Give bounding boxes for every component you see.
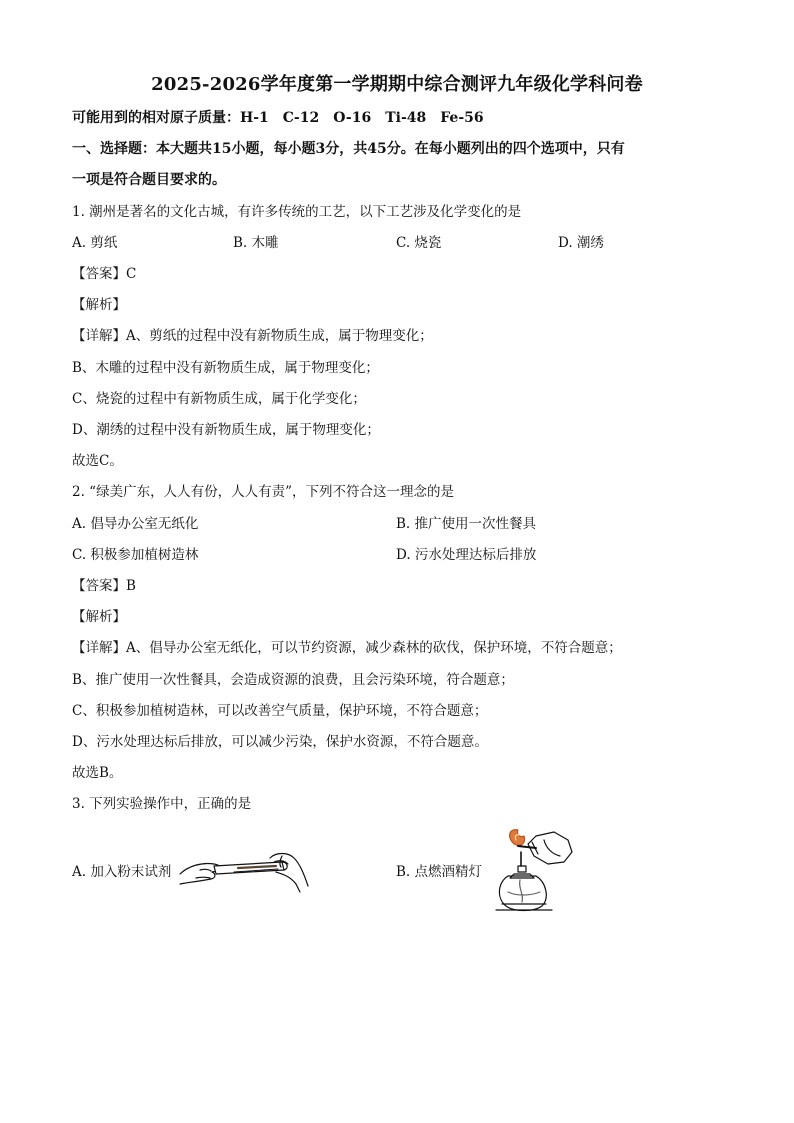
q1-stem: 1. 潮州是著名的文化古城，有许多传统的工艺，以下工艺涉及化学变化的是 xyxy=(72,204,522,220)
q2-detail-4: D、污水处理达标后排放，可以减少污染，保护水资源，不符合题意。 xyxy=(72,734,488,750)
q1-detail-1: 【详解】A、剪纸的过程中没有新物质生成，属于物理变化； xyxy=(72,328,433,344)
q1-option-c: C. 烧瓷 xyxy=(396,235,442,251)
section-heading-line2: 一项是符合题目要求的。 xyxy=(72,172,226,188)
q2-option-d: D. 污水处理达标后排放 xyxy=(396,547,537,563)
atomic-masses: 可能用到的相对原子质量：H-1 C-12 O-16 Ti-48 Fe-56 xyxy=(72,110,484,126)
q2-conclusion: 故选B。 xyxy=(72,765,123,781)
q1-option-b: B. 木雕 xyxy=(233,235,279,251)
q2-option-c: C. 积极参加植树造林 xyxy=(72,547,199,563)
q2-stem: 2. “绿美广东，人人有份，人人有责”，下列不符合这一理念的是 xyxy=(72,484,454,500)
q2-option-b: B. 推广使用一次性餐具 xyxy=(396,516,537,532)
q1-conclusion: 故选C。 xyxy=(72,453,123,469)
q2-detail-2: B、推广使用一次性餐具，会造成资源的浪费，且会污染环境，符合题意； xyxy=(72,672,514,688)
q2-option-a: A. 倡导办公室无纸化 xyxy=(72,516,199,532)
q1-option-a: A. 剪纸 xyxy=(72,235,118,251)
q1-detail-4: D、潮绣的过程中没有新物质生成，属于物理变化； xyxy=(72,422,380,438)
alcohol-lamp-illustration xyxy=(488,826,580,916)
q2-answer: 【答案】B xyxy=(72,578,136,594)
section-heading-line1: 一、选择题：本大题共15小题，每小题3分，共45分。在每小题列出的四个选项中，只有 xyxy=(72,141,625,157)
q3-option-a: A. 加入粉末试剂 xyxy=(72,864,172,880)
q1-analysis-label: 【解析】 xyxy=(72,297,126,313)
q2-analysis-label: 【解析】 xyxy=(72,609,126,625)
q3-stem: 3. 下列实验操作中，正确的是 xyxy=(72,796,252,812)
q2-detail-3: C、积极参加植树造林，可以改善空气质量，保护环境，不符合题意； xyxy=(72,703,488,719)
q1-detail-2: B、木雕的过程中没有新物质生成，属于物理变化； xyxy=(72,360,379,376)
q1-option-d: D. 潮绣 xyxy=(558,235,604,251)
page-title: 2025-2026学年度第一学期期中综合测评九年级化学科问卷 xyxy=(151,74,643,95)
q1-answer: 【答案】C xyxy=(72,266,137,282)
test-tube-powder-illustration xyxy=(178,848,310,894)
q3-option-b: B. 点燃酒精灯 xyxy=(396,864,483,880)
q2-detail-1: 【详解】A、倡导办公室无纸化，可以节约资源，减少森林的砍伐，保护环境，不符合题意； xyxy=(72,640,622,656)
q1-detail-3: C、烧瓷的过程中有新物质生成，属于化学变化； xyxy=(72,391,366,407)
